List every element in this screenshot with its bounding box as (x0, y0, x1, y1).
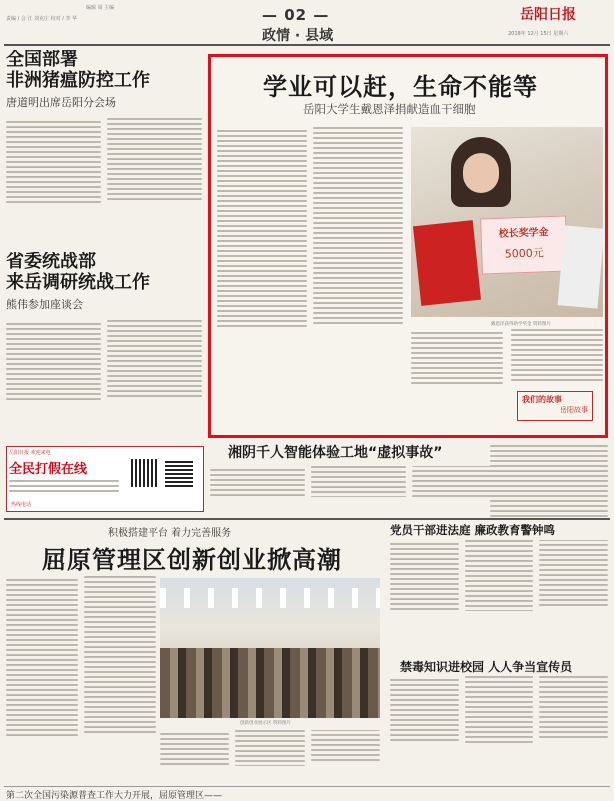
feature-box (208, 54, 608, 438)
ceiling-lights (160, 588, 380, 608)
ad-body (9, 480, 119, 492)
story-body (6, 118, 202, 248)
footer-rule (4, 786, 610, 787)
ad-hotline: 热线电话 (11, 502, 32, 508)
stamp-sub: 岳阳故事 (560, 406, 588, 414)
bottom-headline: 屈原管理区创新创业掀高潮 (42, 546, 342, 574)
certificate-title: 校长奖学金 (498, 227, 549, 240)
left-story-2 (6, 252, 202, 442)
ad-top: 岳阳日报 欢迎来电 (9, 450, 51, 456)
feature-body-left (217, 127, 403, 427)
crowd-silhouettes (160, 648, 380, 718)
feature-title: 学业可以赶，生命不能等 (263, 73, 538, 101)
right-headline-1: 党员干部进法庭 廉政教育警钟鸣 (390, 523, 556, 537)
story-body (6, 320, 202, 440)
feature-photo (411, 127, 603, 317)
middle-headline: 湘阴千人智能体验工地“虚拟事故” (228, 445, 443, 461)
bottom-photo-caption: 创新创业展示区 资料图片 (240, 721, 291, 726)
feature-subtitle: 岳阳大学生戴恩泽捐献造血干细胞 (303, 102, 476, 116)
masthead-logo: 岳阳日报 (520, 7, 576, 23)
story-subheadline: 熊伟参加座谈会 (6, 298, 83, 311)
header-rule (4, 44, 610, 46)
header-left (6, 4, 146, 22)
bottom-body (6, 576, 156, 786)
issue-date: 2018年 12月 15日 星期六 (508, 31, 569, 37)
story-headline: 省委统战部 (6, 252, 96, 272)
photo-caption: 戴恩泽获得助学奖金 资料图片 (491, 322, 551, 327)
ad-title: 全民打假在线 (9, 462, 88, 477)
person-face (463, 153, 499, 193)
qr-code (165, 459, 193, 487)
certificate-amount: 5000元 (504, 246, 545, 261)
story-stamp (517, 391, 593, 421)
ad-box (6, 446, 204, 512)
certificate-red (413, 220, 481, 306)
meta-line: 责编 / 会 江 刘克庄 校对 / 李 华 (6, 16, 78, 22)
footer-strip: 第二次全国污染源普查工作大力开展，屈原管理区—— (6, 791, 223, 801)
bottom-body-2 (160, 730, 380, 786)
section-rule (4, 518, 610, 520)
page-number: — 02 — (262, 6, 330, 24)
right-body-2 (390, 676, 608, 786)
stamp-title: 我们的故事 (522, 395, 562, 404)
certificate (480, 216, 568, 275)
story-headline: 非洲猪瘟防控工作 (6, 70, 150, 91)
story-subheadline: 唐道明出席岳阳分会场 (6, 96, 116, 109)
bottom-photo (160, 578, 380, 718)
right-body-1 (390, 540, 608, 655)
bottom-kicker: 积极搭建平台 着力完善服务 (108, 528, 232, 539)
paper-sheet (558, 225, 603, 308)
left-story-1 (6, 50, 202, 250)
story-headline: 全国部署 (6, 50, 78, 70)
right-headline-2: 禁毒知识进校园 人人争当宣传员 (400, 660, 573, 674)
qr-code (131, 459, 159, 487)
right-brief (490, 442, 608, 516)
editor-line: 编辑 周 主编 (86, 5, 115, 11)
story-headline: 来岳调研统战工作 (6, 272, 150, 293)
section-title: 政情 · 县域 (262, 28, 334, 44)
